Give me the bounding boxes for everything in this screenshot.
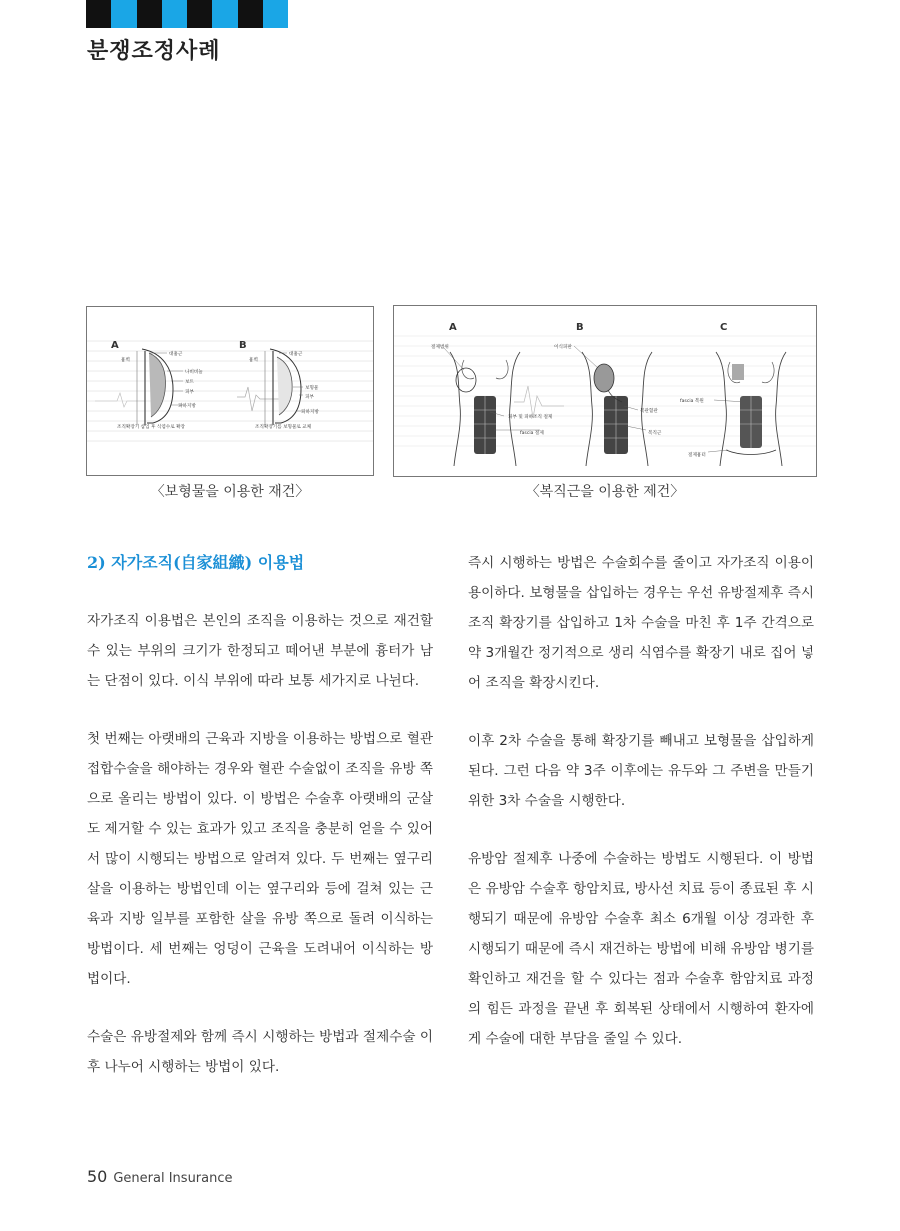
page-footer: [87, 1167, 233, 1186]
label-c-l2: 절제흉터: [688, 453, 706, 458]
label-b-l1: 이식피판: [554, 345, 572, 350]
paragraph: 이후 2차 수술을 통해 확장기를 빼내고 보형물을 삽입하게 된다. 그런 다음 약 3주 이후에는 유두와 그 주변을 만들기 위한 3차 수술을 시행한다.: [468, 733, 814, 809]
label-a-l3: fascia 절제: [520, 431, 544, 436]
figure-abdominal-muscle-reconstruction: [393, 305, 817, 477]
paragraph: 즉시 시행하는 방법은 수술회수를 줄이고 자가조직 이용이 용이하다. 보형물을 삽입하는 경우는 우선 유방절제후 즉시 조직 확장기를 삽입하고 1차 수술을 마친 후 1주 간격으로 약 3개월간 정기적으로 생리 식염수를 확장기 내로 집어 넣어 조직을 확장시킨다.: [468, 555, 814, 691]
label-b-l2: 피부: [305, 395, 314, 400]
article-column-left: [87, 548, 433, 1082]
page-number: 50: [87, 1167, 108, 1186]
label-a-l2: 보트: [185, 380, 194, 385]
label-a-bottom: 조직확장기 삽입 후 식염수로 확장: [117, 425, 185, 430]
abdominal-flap-diagram: [394, 306, 816, 476]
paragraph: 첫 번째는 아랫배의 근육과 지방을 이용하는 방법으로 혈관 접합수술을 해야하는 경우와 혈관 수술없이 조직을 유방 쪽으로 올리는 방법이 있다. 이 방법은 수술후 아랫배의 군살도 제거할 수 있는 효과가 있고 조직을 충분히 얻을 수 있어서 많이 시행되는 방법으로 알려져 있다. 두 번째는 옆구리살을 이용하는 방법인데 이는 옆구리와 등에 걸쳐 있는 근육과 지방 일부를 포함한 살을 유방 쪽으로 돌려 이식하는 방법이다. 세 번째는 엉덩이 근육을 도려내어 이식하는 방법이다.: [87, 731, 433, 987]
label-b-l3: 복직근: [648, 431, 662, 436]
label-a-l1: 절제범위: [431, 345, 449, 350]
figure-caption-abdominal: 〈복직근을 이용한 제건〉: [525, 484, 685, 500]
label-a-l2: 피부 및 피하조직 절제: [508, 415, 553, 420]
label-b-top: 대흉근: [289, 352, 303, 357]
label-a-l4: 피하지방: [178, 404, 196, 409]
publication-name: General Insurance: [113, 1171, 233, 1186]
section-title: 분쟁조정사례: [87, 39, 221, 64]
label-b-side: 흉벽: [249, 358, 258, 363]
panel-a-label: A: [111, 340, 119, 351]
paragraph: 유방암 절제후 나중에 수술하는 방법도 시행된다. 이 방법은 유방암 수술후 항암치료, 방사선 치료 등이 종료된 후 시행되기 때문에 유방암 수술후 최소 6개월 이상 경과한 후 시행되기 때문에 즉시 재건하는 방법에 비해 유방암 병기를 확인하고 재건을 할 수 있다는 점과 수술후 함암치료 과정의 힘든 과정을 끝낸 후 회복된 상태에서 시행하여 환자에게 수술에 대한 부담을 줄일 수 있다.: [468, 851, 814, 1047]
paragraph: 수술은 유방절제와 함께 즉시 시행하는 방법과 절제수술 이후 나누어 시행하는 방법이 있다.: [87, 1029, 433, 1075]
article-column-right: [468, 548, 814, 1054]
label-a-l1: 나비비늘: [185, 370, 203, 375]
panel-b-label: B: [239, 340, 247, 351]
label-b-l1: 보형물: [305, 386, 319, 391]
label-b-l2: 복관혈관: [640, 409, 658, 414]
panel-a-label: A: [449, 322, 457, 333]
label-c-l1: fascia 복원: [680, 399, 704, 404]
figure-implant-reconstruction: [86, 306, 374, 476]
panel-c-label: C: [720, 322, 728, 333]
label-a-side: 흉벽: [121, 358, 130, 363]
label-b-l3: 피하지방: [301, 410, 319, 415]
panel-b-label: B: [576, 322, 584, 333]
implant-diagram: [87, 307, 373, 475]
paragraph: 자가조직 이용법은 본인의 조직을 이용하는 것으로 재건할 수 있는 부위의 크기가 한정되고 떼어낸 부분에 흉터가 남는 단점이 있다. 이식 부위에 따라 보통 세가지로 나뉜다.: [87, 613, 433, 689]
header-color-bar: [86, 0, 288, 28]
label-b-bottom: 조직확장기를 보형물로 교체: [255, 425, 312, 430]
label-a-l3: 피부: [185, 390, 194, 395]
figure-caption-implant: 〈보형물을 이용한 재건〉: [150, 484, 310, 500]
subheading: 2) 자가조직(自家組織) 이용법: [87, 553, 305, 572]
label-a-top: 대흉근: [169, 352, 183, 357]
